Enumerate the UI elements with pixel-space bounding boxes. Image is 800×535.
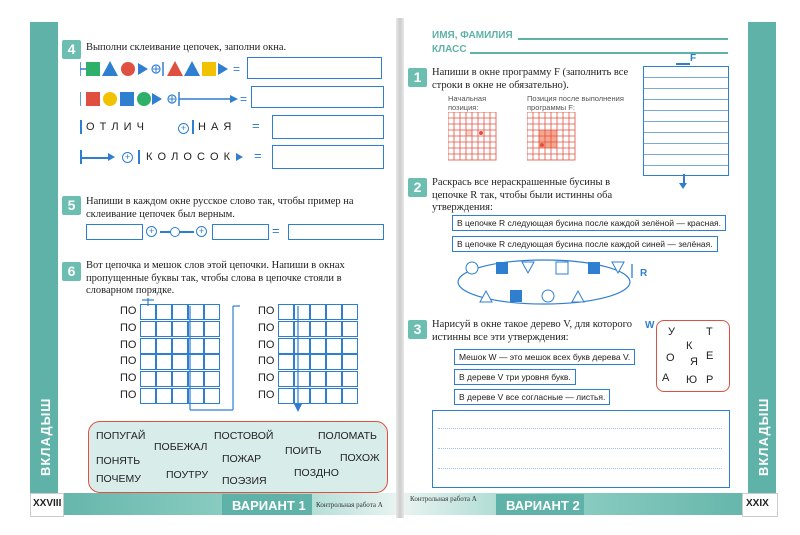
task6-bag-word: ПОПУГАЙ xyxy=(96,430,146,442)
task6-letter-box[interactable] xyxy=(342,388,358,404)
task3-bag-letter: Я xyxy=(690,356,698,368)
svg-text:=: = xyxy=(240,92,248,106)
task2-number: 2 xyxy=(408,178,427,197)
task4-row3-glue-icon: + xyxy=(178,123,189,134)
task6-letter-box[interactable] xyxy=(342,354,358,370)
task6-bag-word: ПОЧЕМУ xyxy=(96,473,141,485)
task1-grid-start xyxy=(448,112,498,162)
task5-chain-bead xyxy=(170,227,180,237)
task6-chain-connectors xyxy=(118,298,318,418)
task3-bag-letter: Т xyxy=(706,326,713,338)
task1-window-top-line xyxy=(676,63,690,65)
task6-bag-word: ПОНЯТЬ xyxy=(96,455,141,467)
left-variant-label: ВАРИАНТ 1 xyxy=(232,498,306,513)
task4-row3-letters2: Н А Я xyxy=(198,121,233,133)
task6-bag-word: ПОИТЬ xyxy=(285,445,322,457)
left-page-number: XXVIII xyxy=(33,498,62,509)
task5-number: 5 xyxy=(62,196,81,215)
task6-prefix-label: ПО xyxy=(120,305,137,317)
task6-prefix-label: ПО xyxy=(258,305,275,317)
task3-bag-letter: У xyxy=(668,326,675,338)
task6-letter-box[interactable] xyxy=(326,354,342,370)
task4-row3-equals: = xyxy=(252,118,260,133)
task4-row4-equals: = xyxy=(254,148,262,163)
task1-number: 1 xyxy=(408,68,427,87)
task3-bag-letter: К xyxy=(686,340,693,352)
name-field-line xyxy=(518,38,728,40)
svg-text:=: = xyxy=(233,62,241,76)
task2-text: Раскрась все нераскрашенные бусины в цепочке R так, чтобы были истинны оба утверждения: xyxy=(432,177,613,213)
task4-row4-arrow-icon xyxy=(108,153,115,161)
task4-answer-box-4[interactable] xyxy=(272,145,384,169)
task6-bag-word: ПОУТРУ xyxy=(166,469,209,481)
task6-text: Вот цепочка и мешок слов этой цепочки. Напиши в окнах пропущенные буквы так, чтобы слова в цепочке стояли в словарном порядке. xyxy=(86,260,345,296)
task1-program-window[interactable] xyxy=(643,66,729,176)
task2-chain-label: R xyxy=(640,268,648,279)
task6-prefix-label: ПО xyxy=(120,338,137,351)
task6-letter-box[interactable] xyxy=(326,304,342,320)
task4-text: Выполни склеивание цепочек, заполни окна. xyxy=(86,42,287,53)
task6-prefix-label: ПО xyxy=(258,372,275,385)
right-side-label: ВКЛАДЫШ xyxy=(756,397,771,476)
task3-statement-2: В дереве V три уровня букв. xyxy=(454,369,576,385)
task2-statement-2: В цепочке R следующая бусина после каждой синей — зелёная. xyxy=(452,236,718,252)
book-spine xyxy=(396,18,404,518)
task5-answer-box-3[interactable] xyxy=(288,224,384,240)
task1-window-arrow-icon xyxy=(679,183,687,189)
task5-glue-icon-2: + xyxy=(196,226,207,237)
task6-letter-box[interactable] xyxy=(326,338,342,354)
task6-letter-box[interactable] xyxy=(342,338,358,354)
task3-drawing-guideline-3 xyxy=(438,468,722,469)
task3-drawing-guideline-1 xyxy=(438,428,722,429)
right-variant-label: ВАРИАНТ 2 xyxy=(506,498,580,513)
task5-text: Напиши в каждом окне русское слово так, чтобы пример на склеивание цепочек был верным. xyxy=(86,196,354,220)
task4-number: 4 xyxy=(62,40,81,59)
task6-prefix-label: ПО xyxy=(258,389,275,401)
task6-bag-word: ПОЗДНО xyxy=(294,467,339,479)
task1-grid1-label: Начальная позиция: xyxy=(448,94,487,112)
task6-bag-word: ПОЭЗИЯ xyxy=(222,475,267,487)
task3-statement-3: В дереве V все согласные — листья. xyxy=(454,389,610,405)
task1-text: Напиши в окне программу F (заполнить все строки в окне не обязательно). xyxy=(432,67,629,91)
task4-row4-arrow2-icon xyxy=(236,153,243,161)
task3-drawing-window[interactable] xyxy=(432,410,730,488)
task4-row3-letters: О Т Л И Ч xyxy=(86,121,145,133)
task3-bag-letter: А xyxy=(662,372,670,384)
left-side-label: ВКЛАДЫШ xyxy=(38,397,53,476)
task6-number: 6 xyxy=(62,262,81,281)
task4-row3-mid xyxy=(192,120,194,134)
task3-bag-label: W xyxy=(645,320,655,331)
task5-equals: = xyxy=(272,223,280,238)
task6-letter-box[interactable] xyxy=(326,388,342,404)
task6-letter-box[interactable] xyxy=(326,371,342,387)
task5-glue-icon-1: + xyxy=(146,226,157,237)
task2-statement-1: В цепочке R следующая бусина после каждой зелёной — красная. xyxy=(452,215,726,231)
task6-letter-box[interactable] xyxy=(326,321,342,337)
task3-bag-letter: Р xyxy=(706,374,714,386)
task4-answer-box-3[interactable] xyxy=(272,115,384,139)
task4-row3-start xyxy=(80,120,82,134)
task4-row4-letters: К О Л О С О К xyxy=(146,151,231,163)
class-label: КЛАСС xyxy=(432,44,467,55)
task6-prefix-label: ПО xyxy=(120,389,137,401)
task3-number: 3 xyxy=(408,320,427,339)
right-page-number: XXIX xyxy=(746,498,769,509)
name-label: ИМЯ, ФАМИЛИЯ xyxy=(432,30,513,41)
task6-prefix-label: ПО xyxy=(120,355,137,368)
task6-prefix-label: ПО xyxy=(258,355,275,368)
task1-grid2-label: Позиция после выполнения программы F: xyxy=(527,94,624,112)
task5-answer-box-2[interactable] xyxy=(212,224,269,240)
task3-bag-letter: О xyxy=(666,352,675,364)
task6-prefix-label: ПО xyxy=(120,372,137,385)
task6-letter-box[interactable] xyxy=(342,304,358,320)
task5-answer-box-1[interactable] xyxy=(86,224,143,240)
task3-statement-1: Мешок W — это мешок всех букв дерева V. xyxy=(454,349,635,365)
task3-text: Нарисуй в окне такое дерево V, для которого истинны все эти утверждения: xyxy=(432,319,632,343)
task6-bag-word: ПОХОЖ xyxy=(340,452,380,464)
task6-letter-box[interactable] xyxy=(342,321,358,337)
task6-prefix-label: ПО xyxy=(120,321,137,334)
task6-letter-box[interactable] xyxy=(342,371,358,387)
task1-grid-end xyxy=(527,112,577,162)
task4-row2-chain xyxy=(80,88,250,110)
task4-row4-line xyxy=(81,157,109,159)
right-work-label: Контрольная работа А xyxy=(410,495,477,503)
task6-bag-word: ПОЛОМАТЬ xyxy=(318,430,377,442)
task6-bag-word: ПОБЕЖАЛ xyxy=(154,441,208,453)
task1-window-label: F xyxy=(690,53,697,64)
task4-answer-box-2[interactable] xyxy=(251,86,384,108)
task6-bag-word: ПОЖАР xyxy=(222,453,262,465)
task4-row1-chain xyxy=(80,58,250,80)
task6-bag-word: ПОСТОВОЙ xyxy=(214,430,274,442)
task6-prefix-label: ПО xyxy=(258,321,275,334)
task4-row4-glue-icon: + xyxy=(122,152,133,163)
task4-row4-mid xyxy=(138,150,140,164)
task6-prefix-label: ПО xyxy=(258,338,275,351)
task2-bead-chain xyxy=(452,256,652,308)
task3-drawing-guideline-2 xyxy=(438,448,722,449)
left-work-label: Контрольная работа А xyxy=(316,501,383,509)
task4-answer-box-1[interactable] xyxy=(247,57,382,79)
task3-bag-letter: Е xyxy=(706,350,714,362)
task3-bag-letter: Ю xyxy=(686,374,698,386)
